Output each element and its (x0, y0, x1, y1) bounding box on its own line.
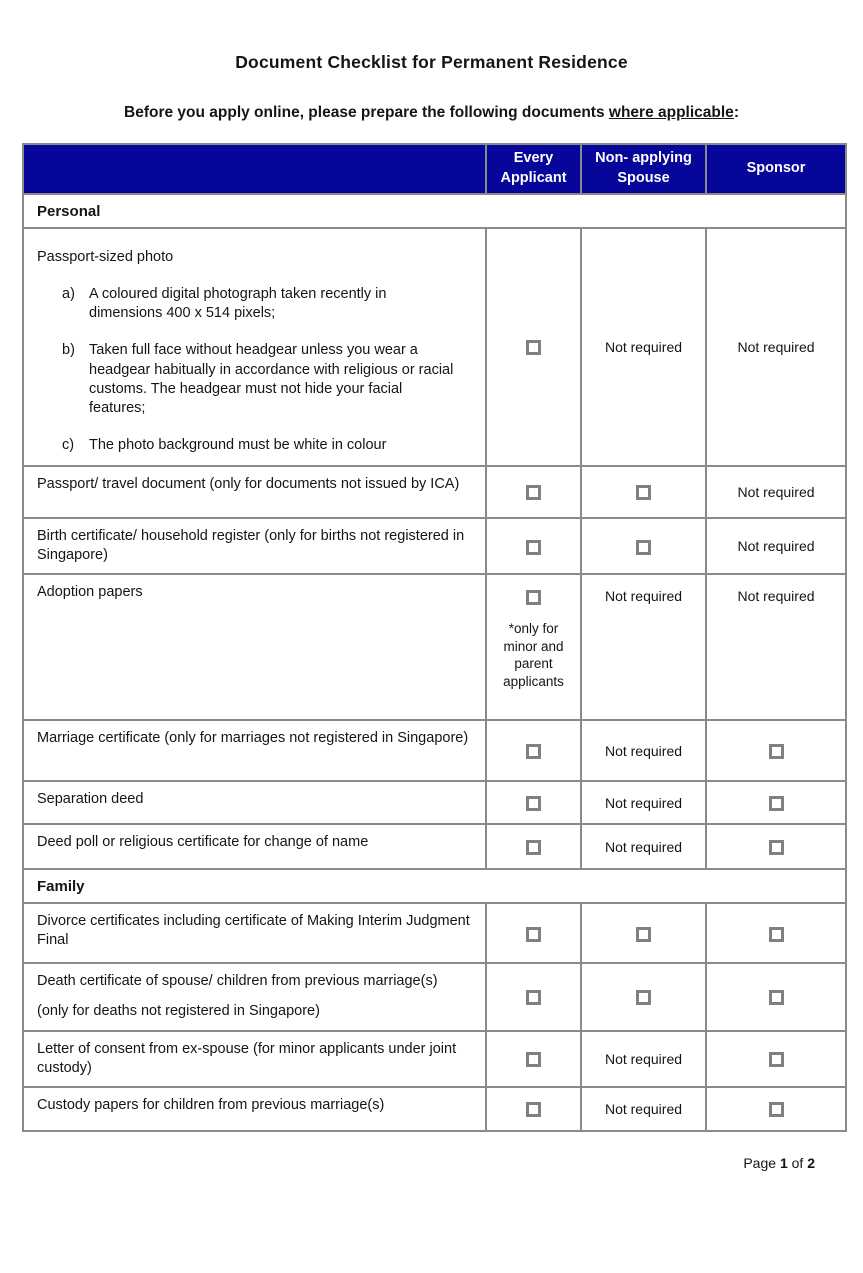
checkbox[interactable] (636, 485, 651, 500)
spouse-cell (581, 466, 706, 518)
checkbox[interactable] (769, 1052, 784, 1067)
checkbox[interactable] (526, 990, 541, 1005)
footer-page-word: Page (743, 1154, 777, 1171)
intro-underlined: where applicable (608, 104, 734, 121)
table-row (23, 824, 846, 869)
doc-cell-passport-travel-document: Passport/ travel document (only for documents not issued by ICA) (23, 466, 486, 518)
checkbox[interactable] (769, 796, 784, 811)
every-applicant-cell (486, 720, 581, 781)
spouse-cell (581, 903, 706, 963)
not-required-label: Not required (604, 794, 683, 811)
list-item-text: The photo background must be white in colour (89, 436, 387, 453)
not-required-label: Not required (737, 339, 815, 355)
doc-cell-custody-papers: Custody papers for children from previous marriage(s) (23, 1087, 486, 1131)
spouse-cell (581, 1031, 706, 1087)
checkbox[interactable] (526, 840, 541, 855)
checkbox[interactable] (526, 927, 541, 942)
sponsor-cell (706, 228, 846, 466)
checkbox[interactable] (526, 540, 541, 555)
list-marker: a) (62, 286, 75, 303)
checkbox[interactable] (769, 1102, 784, 1117)
checkbox[interactable] (526, 744, 541, 759)
intro-text (0, 104, 863, 122)
list-item-text: A coloured digital photograph taken recently in dimensions 400 x 514 pixels; (89, 286, 387, 322)
not-required-label: Not required (604, 1050, 683, 1067)
table-header-row (23, 144, 846, 194)
footer-total-pages: 2 (807, 1154, 815, 1171)
footer-page-number: 1 (779, 1154, 788, 1171)
checkbox[interactable] (636, 990, 651, 1005)
spouse-cell (581, 1087, 706, 1131)
list-item (37, 341, 475, 418)
not-required-label: Not required (604, 838, 683, 855)
every-applicant-cell (486, 518, 581, 574)
doc-cell-passport-photo (23, 228, 486, 466)
doc-cell-marriage-certificate: Marriage certificate (only for marriages not registered in Singapore) (23, 720, 486, 781)
doc-cell-deed-poll: Deed poll or religious certificate for change of name (23, 824, 486, 869)
list-marker: b) (62, 342, 75, 359)
checkbox[interactable] (636, 540, 651, 555)
not-required-label: Not required (737, 538, 815, 555)
sponsor-cell (706, 1031, 846, 1087)
checkbox[interactable] (769, 927, 784, 942)
section-header-family: Family (23, 869, 846, 903)
intro-prefix: Before you apply online, please prepare the following documents (124, 104, 609, 121)
not-required-label: Not required (604, 339, 683, 355)
spouse-cell (581, 720, 706, 781)
every-applicant-cell (486, 781, 581, 824)
doc-text-line2: (only for deaths not registered in Singapore) (37, 1003, 320, 1020)
doc-cell-separation-deed: Separation deed (23, 781, 486, 824)
table-row (23, 1031, 846, 1087)
sponsor-cell (706, 963, 846, 1030)
list-item (37, 436, 475, 455)
spouse-cell (581, 518, 706, 574)
section-header-personal: Personal (23, 194, 846, 228)
section-row-personal (23, 194, 846, 228)
every-applicant-cell (486, 824, 581, 869)
every-applicant-cell (486, 1031, 581, 1087)
spouse-cell (581, 228, 706, 466)
doc-requirement-list (37, 285, 475, 455)
doc-cell-letter-of-consent: Letter of consent from ex-spouse (for minor applicants under joint custody) (23, 1031, 486, 1087)
checkbox[interactable] (769, 990, 784, 1005)
doc-cell-birth-certificate: Birth certificate/ household register (only for births not registered in Singapore) (23, 518, 486, 574)
spouse-cell (581, 574, 706, 720)
document-checklist-table (22, 143, 847, 1132)
list-item (37, 285, 475, 323)
intro-suffix: : (733, 104, 739, 121)
table-row (23, 574, 846, 720)
doc-title: Passport-sized photo (37, 249, 174, 265)
list-item-text: Taken full face without headgear unless you wear a headgear habitually in accordance with religious or racial customs. The headgear must not hide your facial features; (89, 342, 454, 416)
checkbox[interactable] (636, 927, 651, 942)
spouse-cell (581, 824, 706, 869)
footer-of-word: of (791, 1154, 804, 1171)
table-row (23, 466, 846, 518)
doc-cell-death-certificate (23, 963, 486, 1030)
sponsor-cell (706, 824, 846, 869)
table-row (23, 1087, 846, 1131)
column-header-documents (23, 144, 486, 194)
sponsor-cell (706, 518, 846, 574)
checkbox[interactable] (526, 1102, 541, 1117)
doc-cell-divorce-certificates: Divorce certificates including certificate of Making Interim Judgment Final (23, 903, 486, 963)
every-applicant-cell (486, 903, 581, 963)
sponsor-cell (706, 903, 846, 963)
checkbox[interactable] (526, 590, 541, 605)
checkbox-footnote: *only for minor and parent applicants (503, 621, 564, 689)
column-header-sponsor: Sponsor (706, 144, 846, 194)
page-title: Document Checklist for Permanent Residence (235, 52, 628, 72)
section-row-family (23, 869, 846, 903)
column-header-non-applying-spouse: Non- applying Spouse (581, 144, 706, 194)
table-row (23, 903, 846, 963)
sponsor-cell (706, 466, 846, 518)
not-required-label: Not required (604, 588, 683, 605)
checkbox[interactable] (526, 340, 541, 355)
table-row (23, 963, 846, 1030)
table-row (23, 228, 846, 466)
not-required-label: Not required (604, 1100, 683, 1117)
not-required-label: Not required (737, 484, 815, 500)
checkbox[interactable] (526, 1052, 541, 1067)
every-applicant-cell (486, 574, 581, 720)
sponsor-cell (706, 720, 846, 781)
checkbox[interactable] (769, 840, 784, 855)
every-applicant-cell (486, 963, 581, 1030)
page-footer (0, 1155, 863, 1171)
doc-cell-adoption-papers: Adoption papers (23, 574, 486, 720)
checkbox[interactable] (769, 744, 784, 759)
not-required-label: Not required (737, 588, 815, 605)
every-applicant-cell (486, 466, 581, 518)
sponsor-cell (706, 1087, 846, 1131)
not-required-label: Not required (604, 742, 683, 759)
table-row (23, 518, 846, 574)
checkbox[interactable] (526, 485, 541, 500)
every-applicant-cell (486, 1087, 581, 1131)
spouse-cell (581, 963, 706, 1030)
table-row (23, 720, 846, 781)
sponsor-cell (706, 781, 846, 824)
column-header-every-applicant: Every Applicant (486, 144, 581, 194)
every-applicant-cell (486, 228, 581, 466)
spouse-cell (581, 781, 706, 824)
table-row (23, 781, 846, 824)
sponsor-cell (706, 574, 846, 720)
doc-text-line1: Death certificate of spouse/ children from previous marriage(s) (37, 973, 438, 990)
checkbox[interactable] (526, 796, 541, 811)
list-marker: c) (62, 436, 75, 453)
